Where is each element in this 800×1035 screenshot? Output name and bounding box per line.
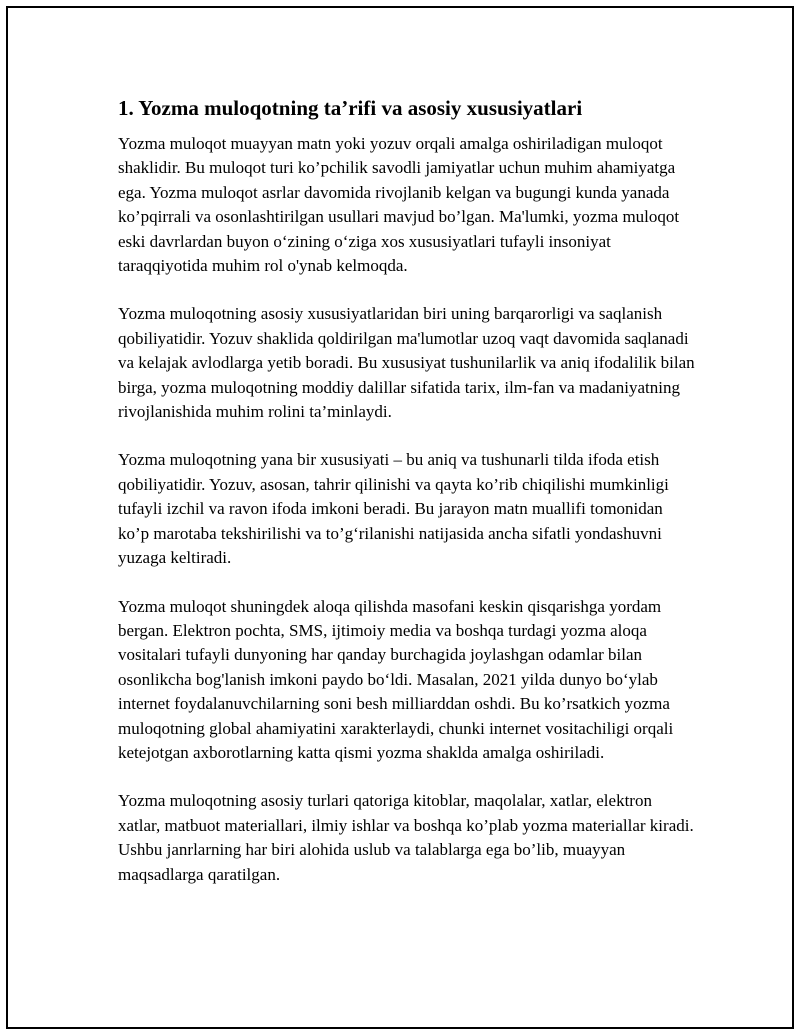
paragraph-clarity: Yozma muloqotning yana bir xususiyati – bu aniq va tushunarli tilda ifoda etish qobiliyatidir. Yozuv, asosan, tahrir qilinishi va qayta ko’rib chiqilishi mumkinligi tufayli izchil va ravon ifoda imkoni beradi. Bu jarayon matn muallifi tomonidan ko’p marotaba tekshirilishi va to’g‘rilanishi natijasida ancha sifatli yondashuvni yuzaga keltiradi. — [118, 450, 669, 568]
document-body — [118, 94, 698, 887]
paragraph-distance: Yozma muloqot shuningdek aloqa qilishda masofani keskin qisqarishga yordam bergan. Elektron pochta, SMS, ijtimoiy media va boshqa turdagi yozma aloqa vositalari tufayli dunyoning har qanday burchagida joylashgan odamlar bilan osonlikcha bog'lanish imkoni paydo bo‘ldi. Masalan, 2021 yilda dunyo bo‘ylab internet foydalanuvchilarning soni besh milliarddan oshdi. Bu ko’rsatkich yozma muloqotning global ahamiyatini xarakterlaydi, chunki internet vositachiligi orqali ketejotgan axborotlarning katta qismi yozma shaklda amalga oshiriladi. — [118, 596, 674, 762]
paragraph-stability: Yozma muloqotning asosiy xususiyatlaridan biri uning barqarorligi va saqlanish qobiliyatidir. Yozuv shaklida qoldirilgan ma'lumotlar uzoq vaqt davomida saqlanadi va kelajak avlodlarga yetib boradi. Bu xususiyat tushunilarlik va aniq ifodalilik bilan birga, yozma muloqotning moddiy dalillar sifatida tarix, ilm-fan va madaniyatning rivojlanishida muhim rolini ta’minlaydi. — [118, 304, 695, 422]
paragraph-definition: Yozma muloqot muayyan matn yoki yozuv orqali amalga oshiriladigan muloqot shaklidir. Bu muloqot turi ko’pchilik savodli jamiyatlar uchun muhim ahamiyatga ega. Yozma muloqot asrlar davomida rivojlanib kelgan va bugungi kunda yanada ko’pqirrali va osonlashtirilgan usullari mavjud bo’lgan. Ma'lumki, yozma muloqot eski davrlardan buyon o‘zining o‘ziga xos xususiyatlari tufayli insoniyat taraqqiyotida muhim rol o'ynab kelmoqda. — [118, 134, 680, 276]
paragraph-types: Yozma muloqotning asosiy turlari qatoriga kitoblar, maqolalar, xatlar, elektron xatlar, matbuot materiallari, ilmiy ishlar va boshqa ko’plab yozma materiallar kiradi. Ushbu janrlarning har biri alohida uslub va talablarga ega bo’lib, muayyan maqsadlarga qaratilgan. — [118, 791, 694, 884]
section-heading: 1. Yozma muloqotning ta’rifi va asosiy xususiyatlari — [118, 96, 583, 120]
